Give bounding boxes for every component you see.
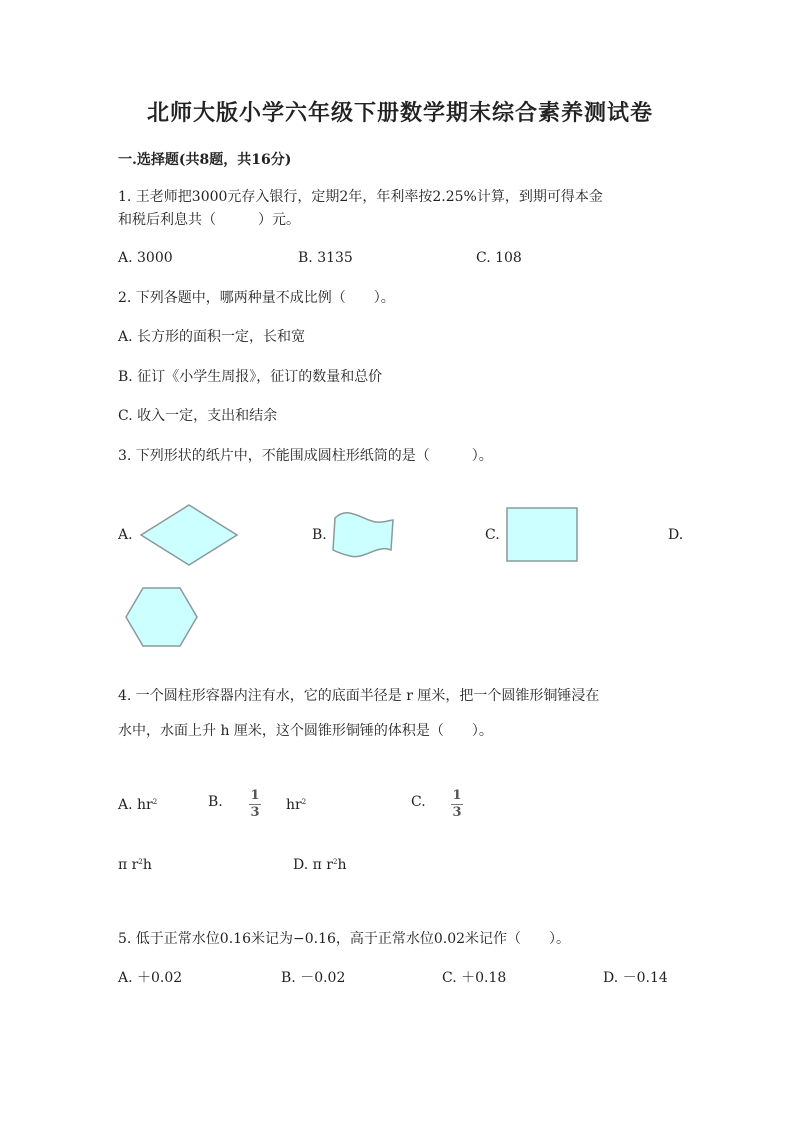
q5-option-a: A. ＋0.02 bbox=[118, 970, 183, 986]
q4-option-b-fraction: 1 3 bbox=[250, 788, 260, 820]
q4-option-c-label: C. bbox=[411, 794, 426, 810]
q2-option-c: C. 收入一定，支出和结余 bbox=[118, 408, 278, 424]
section-heading: 一.选择题(共8题，共16分) bbox=[118, 152, 292, 168]
q4-option-c-fraction: 1 3 bbox=[452, 788, 462, 820]
q4-option-d: D. π $r^2h$ bbox=[293, 857, 347, 873]
q4-text-line1: 4. 一个圆柱形容器内注有水，它的底面半径是 r 厘米，把一个圆锥形铜锤浸在 bbox=[118, 688, 600, 704]
q5-option-d: D. －0.14 bbox=[603, 970, 668, 986]
page-title: 北师大版小学六年级下册数学期末综合素养测试卷 bbox=[146, 100, 653, 126]
q4-option-a: A. $hr^2$ bbox=[118, 797, 158, 813]
q3-text: 3. 下列形状的纸片中，不能围成圆柱形纸筒的是（ ）。 bbox=[118, 448, 493, 464]
q1-option-a: A. 3000 bbox=[118, 250, 173, 266]
q1-option-c: C. 108 bbox=[476, 250, 522, 266]
q2-option-b: B. 征订《小学生周报》，征订的数量和总价 bbox=[118, 369, 383, 385]
q1-text-line2: 和税后利息共（ ）元。 bbox=[118, 212, 300, 228]
rectangle-shape bbox=[507, 508, 577, 561]
q4-option-c-expr: π $r^2h$ bbox=[118, 857, 152, 873]
q3-label-c: C. bbox=[485, 527, 500, 543]
q1-text-line1: 1. 王老师把3000元存入银行，定期2年，年利率按2.25%计算，到期可得本金 bbox=[118, 189, 603, 205]
q4-option-b-label: B. bbox=[208, 794, 223, 810]
hexagon-shape bbox=[126, 588, 197, 646]
wavy-strip-shape bbox=[333, 513, 393, 557]
q5-option-b: B. －0.02 bbox=[281, 970, 346, 986]
q1-option-b: B. 3135 bbox=[298, 250, 353, 266]
q2-option-a: A. 长方形的面积一定，长和宽 bbox=[118, 329, 306, 345]
q5-option-c: C. ＋0.18 bbox=[442, 970, 507, 986]
rhombus-shape bbox=[141, 505, 237, 565]
q3-label-d: D. bbox=[668, 527, 684, 543]
q5-text: 5. 低于正常水位0.16米记为−0.16，高于正常水位0.02米记作（ ）。 bbox=[118, 931, 571, 947]
q2-text: 2. 下列各题中，哪两种量不成比例（ ）。 bbox=[118, 290, 395, 306]
q4-text-line2: 水中，水面上升 h 厘米，这个圆锥形铜锤的体积是（ ）。 bbox=[118, 723, 493, 739]
q4-option-b-expr: $hr^2$ bbox=[286, 797, 307, 813]
q3-label-b: B. bbox=[312, 527, 327, 543]
q3-label-a: A. bbox=[118, 527, 133, 543]
